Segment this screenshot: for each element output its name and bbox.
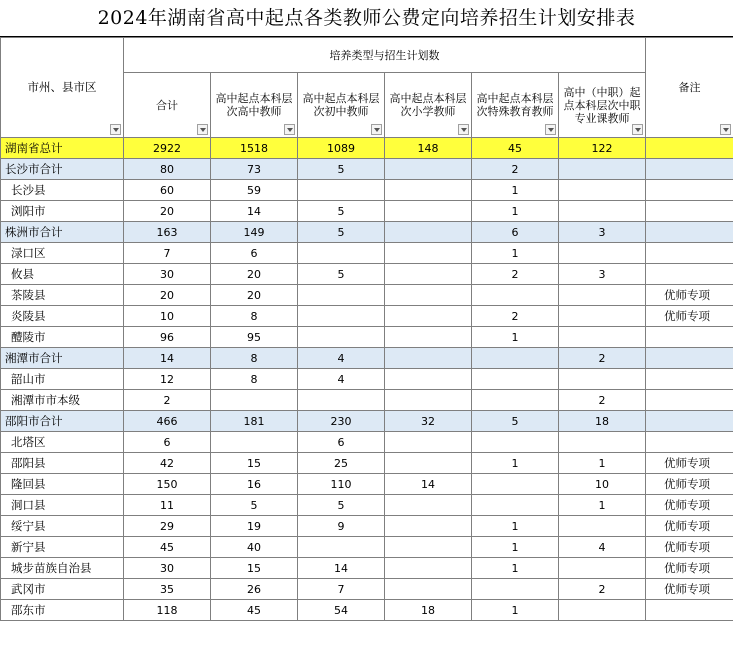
header-note-label: 备注 bbox=[678, 81, 701, 94]
cell-high[interactable]: 26 bbox=[211, 579, 298, 600]
cell-name[interactable]: 北塔区 bbox=[1, 432, 124, 453]
cell-high[interactable]: 8 bbox=[211, 306, 298, 327]
cell-middle[interactable]: 110 bbox=[298, 474, 385, 495]
cell-name[interactable]: 浏阳市 bbox=[1, 201, 124, 222]
cell-high[interactable]: 14 bbox=[211, 201, 298, 222]
cell-total[interactable]: 2 bbox=[124, 390, 211, 411]
cell-total[interactable]: 10 bbox=[124, 306, 211, 327]
header-total bbox=[124, 73, 211, 138]
cell-primary[interactable] bbox=[385, 432, 472, 453]
cell-note[interactable] bbox=[646, 600, 733, 621]
header-high bbox=[211, 73, 298, 138]
cell-vocational[interactable]: 2 bbox=[559, 390, 646, 411]
cell-middle[interactable]: 5 bbox=[298, 264, 385, 285]
cell-vocational[interactable]: 4 bbox=[559, 537, 646, 558]
cell-total[interactable]: 35 bbox=[124, 579, 211, 600]
header-special-label: 高中起点本科层次特殊教育教师 bbox=[476, 92, 554, 118]
cell-high[interactable]: 20 bbox=[211, 285, 298, 306]
cell-vocational[interactable] bbox=[559, 201, 646, 222]
table-row bbox=[1, 180, 733, 201]
header-primary-label: 高中起点本科层次小学教师 bbox=[389, 92, 467, 118]
cell-name[interactable]: 城步苗族自治县 bbox=[1, 558, 124, 579]
cell-middle[interactable]: 4 bbox=[298, 348, 385, 369]
cell-middle[interactable]: 5 bbox=[298, 159, 385, 180]
cell-total[interactable]: 42 bbox=[124, 453, 211, 474]
table-row bbox=[1, 285, 733, 306]
table-row bbox=[1, 138, 733, 159]
cell-special[interactable] bbox=[472, 369, 559, 390]
cell-special[interactable]: 1 bbox=[472, 327, 559, 348]
table-row bbox=[1, 390, 733, 411]
cell-primary[interactable] bbox=[385, 579, 472, 600]
cell-note[interactable]: 优师专项 bbox=[646, 453, 733, 474]
cell-middle[interactable] bbox=[298, 306, 385, 327]
cell-vocational[interactable] bbox=[559, 432, 646, 453]
cell-special[interactable] bbox=[472, 348, 559, 369]
cell-name[interactable]: 邵阳市合计 bbox=[1, 411, 124, 432]
cell-vocational[interactable]: 1 bbox=[559, 453, 646, 474]
cell-high[interactable]: 181 bbox=[211, 411, 298, 432]
cell-high[interactable]: 149 bbox=[211, 222, 298, 243]
cell-high[interactable]: 16 bbox=[211, 474, 298, 495]
cell-total[interactable]: 20 bbox=[124, 285, 211, 306]
cell-primary[interactable] bbox=[385, 306, 472, 327]
cell-note[interactable]: 优师专项 bbox=[646, 516, 733, 537]
table-row bbox=[1, 579, 733, 600]
cell-special[interactable]: 1 bbox=[472, 453, 559, 474]
filter-dropdown-icon[interactable] bbox=[458, 124, 469, 135]
cell-special[interactable]: 2 bbox=[472, 306, 559, 327]
cell-middle[interactable] bbox=[298, 285, 385, 306]
cell-total[interactable]: 6 bbox=[124, 432, 211, 453]
cell-total[interactable]: 11 bbox=[124, 495, 211, 516]
cell-total[interactable]: 14 bbox=[124, 348, 211, 369]
cell-total[interactable]: 80 bbox=[124, 159, 211, 180]
table-row bbox=[1, 432, 733, 453]
header-special bbox=[472, 73, 559, 138]
cell-primary[interactable] bbox=[385, 369, 472, 390]
cell-vocational[interactable] bbox=[559, 243, 646, 264]
cell-vocational[interactable]: 3 bbox=[559, 222, 646, 243]
cell-special[interactable]: 1 bbox=[472, 516, 559, 537]
cell-primary[interactable]: 32 bbox=[385, 411, 472, 432]
table-body bbox=[1, 138, 733, 621]
table-row bbox=[1, 411, 733, 432]
cell-note[interactable] bbox=[646, 159, 733, 180]
table-row bbox=[1, 453, 733, 474]
cell-special[interactable]: 5 bbox=[472, 411, 559, 432]
cell-name[interactable]: 邵东市 bbox=[1, 600, 124, 621]
cell-high[interactable]: 15 bbox=[211, 558, 298, 579]
cell-high[interactable]: 1518 bbox=[211, 138, 298, 159]
cell-middle[interactable]: 5 bbox=[298, 222, 385, 243]
cell-special[interactable]: 2 bbox=[472, 159, 559, 180]
cell-vocational[interactable] bbox=[559, 558, 646, 579]
cell-note[interactable]: 优师专项 bbox=[646, 537, 733, 558]
cell-name[interactable]: 株洲市合计 bbox=[1, 222, 124, 243]
table-row bbox=[1, 222, 733, 243]
header-total-label: 合计 bbox=[156, 98, 178, 112]
cell-middle[interactable]: 230 bbox=[298, 411, 385, 432]
filter-dropdown-icon[interactable] bbox=[197, 124, 208, 135]
cell-name[interactable]: 韶山市 bbox=[1, 369, 124, 390]
cell-middle[interactable]: 7 bbox=[298, 579, 385, 600]
cell-note[interactable] bbox=[646, 411, 733, 432]
table-row bbox=[1, 495, 733, 516]
cell-total[interactable]: 20 bbox=[124, 201, 211, 222]
cell-primary[interactable] bbox=[385, 516, 472, 537]
cell-primary[interactable] bbox=[385, 390, 472, 411]
cell-total[interactable]: 12 bbox=[124, 369, 211, 390]
cell-high[interactable]: 95 bbox=[211, 327, 298, 348]
cell-note[interactable] bbox=[646, 222, 733, 243]
cell-middle[interactable] bbox=[298, 537, 385, 558]
cell-name[interactable]: 炎陵县 bbox=[1, 306, 124, 327]
cell-primary[interactable] bbox=[385, 558, 472, 579]
header-middle bbox=[298, 73, 385, 138]
cell-high[interactable]: 73 bbox=[211, 159, 298, 180]
cell-middle[interactable]: 5 bbox=[298, 201, 385, 222]
cell-vocational[interactable]: 2 bbox=[559, 579, 646, 600]
enrollment-plan-table bbox=[0, 37, 733, 621]
cell-note[interactable]: 优师专项 bbox=[646, 558, 733, 579]
cell-special[interactable]: 45 bbox=[472, 138, 559, 159]
cell-total[interactable]: 150 bbox=[124, 474, 211, 495]
cell-special[interactable] bbox=[472, 285, 559, 306]
cell-middle[interactable]: 4 bbox=[298, 369, 385, 390]
filter-dropdown-icon[interactable] bbox=[545, 124, 556, 135]
cell-special[interactable]: 1 bbox=[472, 201, 559, 222]
cell-vocational[interactable]: 1 bbox=[559, 495, 646, 516]
cell-vocational[interactable] bbox=[559, 306, 646, 327]
cell-total[interactable]: 96 bbox=[124, 327, 211, 348]
cell-name[interactable]: 湖南省总计 bbox=[1, 138, 124, 159]
cell-total[interactable]: 30 bbox=[124, 264, 211, 285]
filter-dropdown-icon[interactable] bbox=[371, 124, 382, 135]
table-row bbox=[1, 327, 733, 348]
filter-dropdown-icon[interactable] bbox=[632, 124, 643, 135]
cell-note[interactable] bbox=[646, 138, 733, 159]
cell-special[interactable]: 6 bbox=[472, 222, 559, 243]
cell-vocational[interactable]: 3 bbox=[559, 264, 646, 285]
cell-note[interactable]: 优师专项 bbox=[646, 579, 733, 600]
cell-note[interactable] bbox=[646, 201, 733, 222]
cell-high[interactable]: 20 bbox=[211, 264, 298, 285]
cell-vocational[interactable]: 122 bbox=[559, 138, 646, 159]
cell-special[interactable]: 2 bbox=[472, 264, 559, 285]
cell-middle[interactable]: 5 bbox=[298, 495, 385, 516]
cell-total[interactable]: 29 bbox=[124, 516, 211, 537]
cell-vocational[interactable] bbox=[559, 159, 646, 180]
cell-special[interactable] bbox=[472, 474, 559, 495]
cell-vocational[interactable] bbox=[559, 180, 646, 201]
cell-note[interactable]: 优师专项 bbox=[646, 474, 733, 495]
cell-middle[interactable]: 14 bbox=[298, 558, 385, 579]
cell-name[interactable]: 新宁县 bbox=[1, 537, 124, 558]
table-row bbox=[1, 369, 733, 390]
cell-high[interactable]: 19 bbox=[211, 516, 298, 537]
cell-primary[interactable] bbox=[385, 495, 472, 516]
table-row bbox=[1, 516, 733, 537]
cell-name[interactable]: 长沙县 bbox=[1, 180, 124, 201]
table-header bbox=[1, 38, 733, 138]
header-high-label: 高中起点本科层次高中教师 bbox=[215, 92, 293, 118]
cell-primary[interactable] bbox=[385, 453, 472, 474]
filter-dropdown-icon[interactable] bbox=[284, 124, 295, 135]
header-middle-label: 高中起点本科层次初中教师 bbox=[302, 92, 380, 118]
cell-vocational[interactable] bbox=[559, 369, 646, 390]
cell-primary[interactable]: 14 bbox=[385, 474, 472, 495]
cell-middle[interactable]: 1089 bbox=[298, 138, 385, 159]
cell-name[interactable]: 醴陵市 bbox=[1, 327, 124, 348]
cell-special[interactable]: 1 bbox=[472, 537, 559, 558]
cell-special[interactable] bbox=[472, 495, 559, 516]
table-row bbox=[1, 159, 733, 180]
cell-special[interactable] bbox=[472, 390, 559, 411]
cell-vocational[interactable]: 2 bbox=[559, 348, 646, 369]
cell-primary[interactable] bbox=[385, 201, 472, 222]
cell-high[interactable]: 45 bbox=[211, 600, 298, 621]
table-row bbox=[1, 537, 733, 558]
cell-name[interactable]: 湘潭市市本级 bbox=[1, 390, 124, 411]
cell-special[interactable]: 1 bbox=[472, 600, 559, 621]
cell-special[interactable]: 1 bbox=[472, 243, 559, 264]
cell-middle[interactable] bbox=[298, 243, 385, 264]
cell-name[interactable]: 攸县 bbox=[1, 264, 124, 285]
cell-primary[interactable] bbox=[385, 243, 472, 264]
cell-note[interactable] bbox=[646, 180, 733, 201]
cell-note[interactable] bbox=[646, 327, 733, 348]
cell-primary[interactable] bbox=[385, 327, 472, 348]
cell-high[interactable]: 40 bbox=[211, 537, 298, 558]
cell-total[interactable]: 2922 bbox=[124, 138, 211, 159]
cell-high[interactable]: 6 bbox=[211, 243, 298, 264]
cell-name[interactable]: 茶陵县 bbox=[1, 285, 124, 306]
cell-primary[interactable] bbox=[385, 222, 472, 243]
cell-middle[interactable] bbox=[298, 327, 385, 348]
cell-total[interactable]: 466 bbox=[124, 411, 211, 432]
cell-primary[interactable]: 148 bbox=[385, 138, 472, 159]
table-row bbox=[1, 306, 733, 327]
header-note bbox=[646, 38, 733, 138]
cell-primary[interactable] bbox=[385, 264, 472, 285]
cell-note[interactable] bbox=[646, 264, 733, 285]
cell-middle[interactable] bbox=[298, 180, 385, 201]
table-row bbox=[1, 264, 733, 285]
cell-note[interactable]: 优师专项 bbox=[646, 495, 733, 516]
header-vocational bbox=[559, 73, 646, 138]
cell-special[interactable] bbox=[472, 579, 559, 600]
cell-special[interactable]: 1 bbox=[472, 558, 559, 579]
cell-total[interactable]: 45 bbox=[124, 537, 211, 558]
cell-high[interactable]: 5 bbox=[211, 495, 298, 516]
cell-high[interactable] bbox=[211, 390, 298, 411]
cell-middle[interactable]: 25 bbox=[298, 453, 385, 474]
cell-high[interactable] bbox=[211, 432, 298, 453]
cell-high[interactable]: 15 bbox=[211, 453, 298, 474]
cell-middle[interactable]: 6 bbox=[298, 432, 385, 453]
cell-total[interactable]: 163 bbox=[124, 222, 211, 243]
cell-total[interactable]: 60 bbox=[124, 180, 211, 201]
cell-vocational[interactable]: 10 bbox=[559, 474, 646, 495]
page-title: 2024年湖南省高中起点各类教师公费定向培养招生计划安排表 bbox=[0, 0, 733, 37]
cell-name[interactable]: 渌口区 bbox=[1, 243, 124, 264]
cell-vocational[interactable]: 18 bbox=[559, 411, 646, 432]
cell-note[interactable]: 优师专项 bbox=[646, 306, 733, 327]
table-row bbox=[1, 348, 733, 369]
cell-total[interactable]: 118 bbox=[124, 600, 211, 621]
table-row bbox=[1, 243, 733, 264]
cell-note[interactable] bbox=[646, 369, 733, 390]
cell-special[interactable]: 1 bbox=[472, 180, 559, 201]
cell-vocational[interactable] bbox=[559, 516, 646, 537]
cell-primary[interactable]: 18 bbox=[385, 600, 472, 621]
cell-name[interactable]: 绥宁县 bbox=[1, 516, 124, 537]
cell-name[interactable]: 长沙市合计 bbox=[1, 159, 124, 180]
cell-name[interactable]: 隆回县 bbox=[1, 474, 124, 495]
cell-high[interactable]: 8 bbox=[211, 348, 298, 369]
table-row bbox=[1, 474, 733, 495]
cell-note[interactable] bbox=[646, 243, 733, 264]
cell-total[interactable]: 7 bbox=[124, 243, 211, 264]
cell-vocational[interactable] bbox=[559, 600, 646, 621]
filter-dropdown-icon[interactable] bbox=[720, 124, 731, 135]
cell-total[interactable]: 30 bbox=[124, 558, 211, 579]
table-row bbox=[1, 201, 733, 222]
header-vocational-label: 高中（中职）起点本科层次中职专业课教师 bbox=[563, 85, 641, 125]
cell-primary[interactable] bbox=[385, 348, 472, 369]
cell-high[interactable]: 8 bbox=[211, 369, 298, 390]
cell-primary[interactable] bbox=[385, 159, 472, 180]
header-primary bbox=[385, 73, 472, 138]
cell-vocational[interactable] bbox=[559, 285, 646, 306]
cell-name[interactable]: 邵阳县 bbox=[1, 453, 124, 474]
cell-high[interactable]: 59 bbox=[211, 180, 298, 201]
header-group: 培养类型与招生计划数 bbox=[124, 38, 646, 73]
cell-primary[interactable] bbox=[385, 180, 472, 201]
header-region bbox=[1, 38, 124, 138]
cell-name[interactable]: 湘潭市合计 bbox=[1, 348, 124, 369]
header-region-label: 市州、县市区 bbox=[27, 80, 97, 94]
table-row bbox=[1, 600, 733, 621]
cell-middle[interactable]: 9 bbox=[298, 516, 385, 537]
table-row bbox=[1, 558, 733, 579]
filter-dropdown-icon[interactable] bbox=[110, 124, 121, 135]
cell-note[interactable] bbox=[646, 432, 733, 453]
cell-middle[interactable] bbox=[298, 390, 385, 411]
cell-name[interactable]: 武冈市 bbox=[1, 579, 124, 600]
cell-primary[interactable] bbox=[385, 537, 472, 558]
cell-note[interactable] bbox=[646, 390, 733, 411]
cell-note[interactable]: 优师专项 bbox=[646, 285, 733, 306]
cell-middle[interactable]: 54 bbox=[298, 600, 385, 621]
cell-vocational[interactable] bbox=[559, 327, 646, 348]
cell-name[interactable]: 洞口县 bbox=[1, 495, 124, 516]
cell-special[interactable] bbox=[472, 432, 559, 453]
cell-note[interactable] bbox=[646, 348, 733, 369]
cell-primary[interactable] bbox=[385, 285, 472, 306]
